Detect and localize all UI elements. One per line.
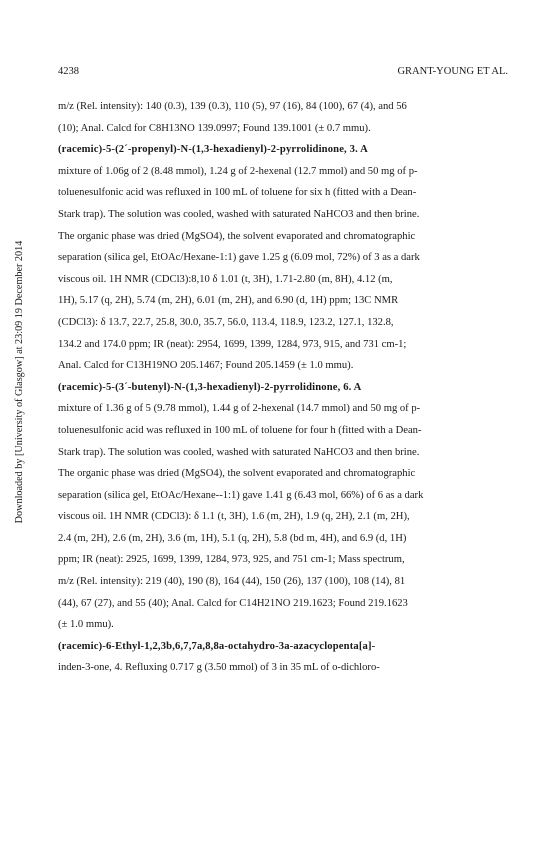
running-header [58,66,508,82]
body-text-line: 1H), 5.17 (q, 2H), 5.74 (m, 2H), 6.01 (m, 2H), and 6.90 (d, 1H) ppm; 13C NMR [58,295,399,307]
body-text-line: Stark trap). The solution was cooled, washed with saturated NaHCO3 and then brine. [58,208,420,220]
body-text-line: (± 1.0 mmu). [58,619,114,631]
body-text-line: (CDCl3): δ 13.7, 22.7, 25.8, 30.0, 35.7, 56.0, 113.4, 118.9, 123.2, 127.1, 132.8, [58,316,394,328]
body-text-line: mixture of 1.06g of 2 (8.48 mmol), 1.24 g of 2-hexenal (12.7 mmol) and 50 mg of p- [58,165,418,177]
body-text-line: separation (silica gel, EtOAc/Hexane--1:1) gave 1.41 g (6.43 mol, 66%) of 6 as a dark [58,489,424,501]
body-text-line: separation (silica gel, EtOAc/Hexane-1:1) gave 1.25 g (6.09 mol, 72%) of 3 as a dark [58,252,420,264]
compound-heading-line: (racemic)-5-(3´-butenyl)-N-(1,3-hexadienyl)-2-pyrrolidinone, 6. A [58,381,362,393]
body-text-line: Stark trap). The solution was cooled, washed with saturated NaHCO3 and then brine. [58,446,420,458]
body-text-line: inden-3-one, 4. Refluxing 0.717 g (3.50 mmol) of 3 in 35 mL of o-dichloro- [58,662,380,674]
compound-heading-line: (racemic)-5-(2´-propenyl)-N-(1,3-hexadienyl)-2-pyrrolidinone, 3. A [58,144,368,156]
running-head-authors: GRANT-YOUNG ET AL. [397,66,508,77]
body-text-line: viscous oil. 1H NMR (CDCl3):8,10 δ 1.01 (t, 3H), 1.71-2.80 (m, 8H), 4.12 (m, [58,273,393,285]
page-number: 4238 [58,66,79,77]
body-text-line: viscous oil. 1H NMR (CDCl3): δ 1.1 (t, 3H), 1.6 (m, 2H), 1.9 (q, 2H), 2.1 (m, 2H), [58,511,410,523]
body-text-line: toluenesulfonic acid was refluxed in 100 mL of toluene for six h (fitted with a Dean- [58,187,417,199]
body-text-line: Anal. Calcd for C13H19NO 205.1467; Found 205.1459 (± 1.0 mmu). [58,360,354,372]
body-text-line: m/z (Rel. intensity): 140 (0.3), 139 (0.3), 110 (5), 97 (16), 84 (100), 67 (4), and 56 [58,101,407,112]
body-text-line: 134.2 and 174.0 ppm; IR (neat): 2954, 1699, 1399, 1284, 973, 915, and 731 cm-1; [58,338,407,350]
body-text-line: ppm; IR (neat): 2925, 1699, 1399, 1284, 973, 925, and 751 cm-1; Mass spectrum, [58,554,405,566]
body-text-line: 2.4 (m, 2H), 2.6 (m, 2H), 3.6 (m, 1H), 5.1 (q, 2H), 5.8 (bd m, 4H), and 6.9 (d, 1H) [58,532,407,544]
body-text-line: m/z (Rel. intensity): 219 (40), 190 (8), 164 (44), 150 (26), 137 (100), 108 (14), 81 [58,576,406,588]
body-text-line: (10); Anal. Calcd for C8H13NO 139.0997; Found 139.1001 (± 0.7 mmu). [58,122,371,134]
body-text-line: The organic phase was dried (MgSO4), the solvent evaporated and chromatographic [58,230,416,242]
body-text-line: mixture of 1.36 g of 5 (9.78 mmol), 1.44 g of 2-hexenal (14.7 mmol) and 50 mg of p- [58,403,421,415]
body-text-line: toluenesulfonic acid was refluxed in 100 mL of toluene for four h (fitted with a Dean- [58,424,422,436]
body-text-line: (44), 67 (27), and 55 (40); Anal. Calcd for C14H21NO 219.1623; Found 219.1623 [58,597,408,609]
body-text-line: The organic phase was dried (MgSO4), the solvent evaporated and chromatographic [58,468,416,480]
download-watermark: Downloaded by [University of Glasgow] at 23:09 19 December 2014 [14,240,25,524]
paper-body-text [58,96,504,679]
compound-heading-line: (racemic)-6-Ethyl-1,2,3b,6,7,7a,8,8a-octahydro-3a-azacyclopenta[a]- [58,640,376,652]
